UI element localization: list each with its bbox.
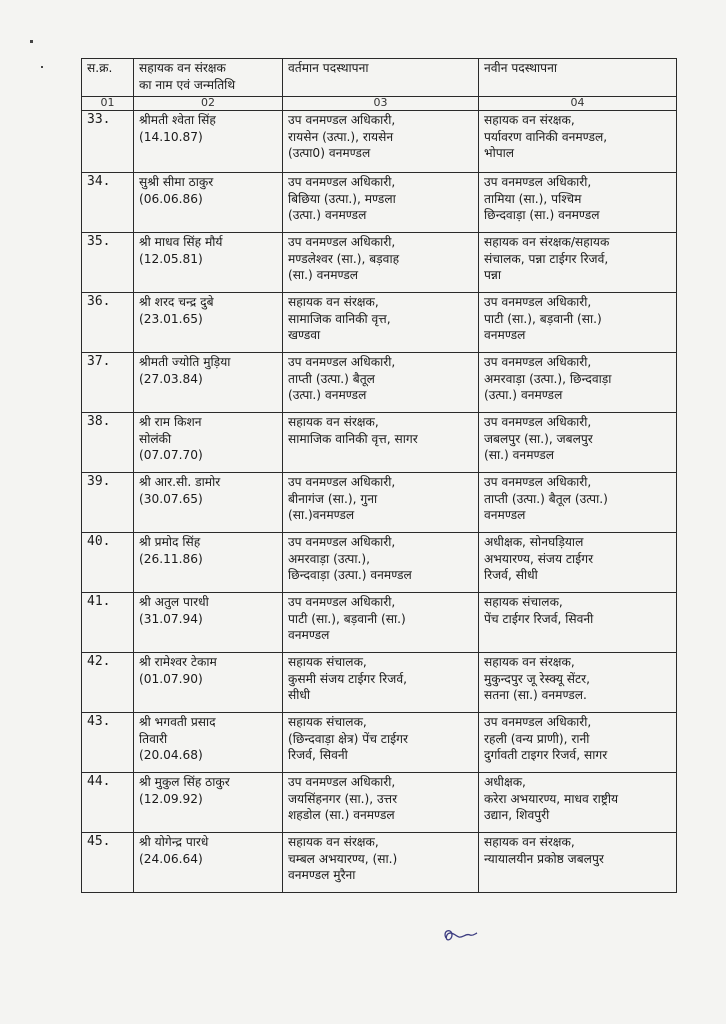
current-posting-line: (छिन्दवाड़ा क्षेत्र) पेंच टाईगर xyxy=(288,731,408,746)
current-posting-line: उप वनमण्डल अधिकारी, xyxy=(288,595,396,609)
new-posting-line: उप वनमण्डल अधिकारी, xyxy=(484,355,592,369)
officer-name-line: श्री शरद चन्द्र दुबे xyxy=(139,295,214,309)
current-posting-cell xyxy=(283,773,479,833)
column-number: 03 xyxy=(283,97,479,111)
officer-name-line: श्री भगवती प्रसाद xyxy=(139,715,216,729)
new-posting-cell xyxy=(479,293,677,353)
new-posting-line: पाटी (सा.), बड़वानी (सा.) xyxy=(484,311,602,326)
current-posting-cell xyxy=(283,473,479,533)
officer-name-line: (06.06.86) xyxy=(139,191,203,206)
new-posting-cell xyxy=(479,413,677,473)
new-posting-line: तामिया (सा.), पश्चिम xyxy=(484,191,582,206)
new-posting-cell xyxy=(479,233,677,293)
new-posting-line: उप वनमण्डल अधिकारी, xyxy=(484,175,592,189)
current-posting-cell xyxy=(283,533,479,593)
new-posting-line: दुर्गावती टाइगर रिजर्व, सागर xyxy=(484,748,608,762)
officer-name-line: (01.07.90) xyxy=(139,671,203,686)
current-posting-line: उप वनमण्डल अधिकारी, xyxy=(288,535,396,549)
new-posting-line: सहायक वन संरक्षक, xyxy=(484,835,575,849)
current-posting-line: वनमण्डल xyxy=(288,628,330,642)
serial-number-cell: 41. xyxy=(82,593,134,653)
header-current-posting: वर्तमान पदस्थापना xyxy=(283,59,479,97)
new-posting-line: भोपाल xyxy=(484,146,515,160)
current-posting-line: उप वनमण्डल अधिकारी, xyxy=(288,355,396,369)
new-posting-line: (सा.) वनमण्डल xyxy=(484,448,555,462)
current-posting-line: अमरवाड़ा (उत्पा.), xyxy=(288,551,371,566)
officer-name-line: श्री मुकुल सिंह ठाकुर xyxy=(139,775,230,789)
serial-number-cell: 39. xyxy=(82,473,134,533)
new-posting-line: उप वनमण्डल अधिकारी, xyxy=(484,415,592,429)
new-posting-line: सहायक वन संरक्षक/सहायक xyxy=(484,235,610,249)
officer-name-line: श्रीमती श्वेता सिंह xyxy=(139,113,216,127)
table-row xyxy=(82,233,677,293)
table-body xyxy=(82,111,677,893)
officer-name-cell xyxy=(134,111,283,173)
new-posting-cell xyxy=(479,653,677,713)
officer-name-line: सुश्री सीमा ठाकुर xyxy=(139,175,214,189)
current-posting-line: ताप्ती (उत्पा.) बैतूल xyxy=(288,371,375,386)
officer-name-line: (30.07.65) xyxy=(139,491,203,506)
new-posting-cell xyxy=(479,593,677,653)
table-row xyxy=(82,593,677,653)
current-posting-line: सीधी xyxy=(288,688,311,702)
current-posting-cell xyxy=(283,833,479,893)
new-posting-line: जबलपुर (सा.), जबलपुर xyxy=(484,431,593,446)
table-row xyxy=(82,173,677,233)
new-posting-cell xyxy=(479,353,677,413)
column-number-row xyxy=(82,97,677,111)
officer-name-line: श्री राम किशन xyxy=(139,415,202,429)
current-posting-cell xyxy=(283,653,479,713)
new-posting-line: पर्यावरण वानिकी वनमण्डल, xyxy=(484,129,608,144)
new-posting-line: सहायक वन संरक्षक, xyxy=(484,113,575,127)
new-posting-line: अधीक्षक, सोनघड़ियाल xyxy=(484,535,584,549)
current-posting-line: (उत्पा.) वनमण्डल xyxy=(288,208,367,222)
table-row xyxy=(82,413,677,473)
current-posting-line: चम्बल अभयारण्य, (सा.) xyxy=(288,851,398,866)
current-posting-line: रायसेन (उत्पा.), रायसेन xyxy=(288,129,394,144)
officer-name-cell xyxy=(134,653,283,713)
new-posting-cell xyxy=(479,533,677,593)
new-posting-line: उप वनमण्डल अधिकारी, xyxy=(484,295,592,309)
table-row xyxy=(82,713,677,773)
column-number: 04 xyxy=(479,97,677,111)
officer-name-line: श्रीमती ज्योति मुड़िया xyxy=(139,355,231,369)
new-posting-line: सहायक संचालक, xyxy=(484,595,563,609)
current-posting-line: सहायक वन संरक्षक, xyxy=(288,835,379,849)
current-posting-line: उप वनमण्डल अधिकारी, xyxy=(288,235,396,249)
new-posting-line: संचालक, पन्ना टाईगर रिजर्व, xyxy=(484,251,609,266)
current-posting-line: छिन्दवाड़ा (उत्पा.) वनमण्डल xyxy=(288,568,412,582)
header-new-posting: नवीन पदस्थापना xyxy=(479,59,677,97)
officer-name-cell xyxy=(134,713,283,773)
officer-name-cell xyxy=(134,533,283,593)
new-posting-line: मुकुन्दपुर जू रेस्क्यू सेंटर, xyxy=(484,671,591,686)
officer-name-line: (20.04.68) xyxy=(139,748,203,762)
current-posting-line: (सा.)वनमण्डल xyxy=(288,508,355,522)
new-posting-cell xyxy=(479,473,677,533)
officer-name-cell xyxy=(134,473,283,533)
table-row xyxy=(82,353,677,413)
new-posting-cell xyxy=(479,773,677,833)
current-posting-line: रिजर्व, सिवनी xyxy=(288,748,348,762)
current-posting-cell xyxy=(283,173,479,233)
serial-number-cell: 45. xyxy=(82,833,134,893)
current-posting-line: जयसिंहनगर (सा.), उत्तर xyxy=(288,791,398,806)
current-posting-line: सहायक वन संरक्षक, xyxy=(288,295,379,309)
new-posting-line: सतना (सा.) वनमण्डल. xyxy=(484,688,587,702)
officer-name-cell xyxy=(134,593,283,653)
current-posting-line: शहडोल (सा.) वनमण्डल xyxy=(288,808,395,822)
new-posting-line: उद्यान, शिवपुरी xyxy=(484,808,550,822)
column-number: 01 xyxy=(82,97,134,111)
officer-name-line: तिवारी xyxy=(139,731,168,746)
new-posting-line: ताप्ती (उत्पा.) बैतूल (उत्पा.) xyxy=(484,491,608,506)
serial-number-cell: 34. xyxy=(82,173,134,233)
current-posting-line: सामाजिक वानिकी वृत्त, सागर xyxy=(288,431,418,446)
table-row xyxy=(82,293,677,353)
officer-name-line: श्री योगेन्द्र पारधे xyxy=(139,835,209,849)
table-row xyxy=(82,833,677,893)
current-posting-line: (उत्पा0) वनमण्डल xyxy=(288,146,371,160)
current-posting-line: कुसमी संजय टाईगर रिजर्व, xyxy=(288,671,407,686)
handwritten-initials xyxy=(440,924,480,946)
new-posting-line: रहली (वन्य प्राणी), रानी xyxy=(484,731,590,746)
new-posting-line: रिजर्व, सीधी xyxy=(484,568,538,582)
new-posting-cell xyxy=(479,111,677,173)
officer-name-cell xyxy=(134,773,283,833)
officer-name-line: (26.11.86) xyxy=(139,551,203,566)
officer-name-cell xyxy=(134,413,283,473)
serial-number-cell: 37. xyxy=(82,353,134,413)
new-posting-line: करेरा अभयारण्य, माधव राष्ट्रीय xyxy=(484,791,619,806)
current-posting-line: उप वनमण्डल अधिकारी, xyxy=(288,113,396,127)
officer-name-cell xyxy=(134,173,283,233)
new-posting-cell xyxy=(479,173,677,233)
serial-number-cell: 35. xyxy=(82,233,134,293)
new-posting-line: उप वनमण्डल अधिकारी, xyxy=(484,715,592,729)
officer-name-line: सोलंकी xyxy=(139,431,172,446)
serial-number-cell: 33. xyxy=(82,111,134,173)
current-posting-cell xyxy=(283,713,479,773)
current-posting-cell xyxy=(283,593,479,653)
current-posting-line: सहायक संचालक, xyxy=(288,655,367,669)
current-posting-line: पाटी (सा.), बड़वानी (सा.) xyxy=(288,611,406,626)
new-posting-line: पेंच टाईगर रिजर्व, सिवनी xyxy=(484,611,594,626)
officer-name-line: श्री प्रमोद सिंह xyxy=(139,535,201,549)
officer-name-line: (31.07.94) xyxy=(139,611,203,626)
current-posting-line: वनमण्डल मुरैना xyxy=(288,868,356,882)
current-posting-line: उप वनमण्डल अधिकारी, xyxy=(288,475,396,489)
new-posting-line: पन्ना xyxy=(484,268,502,282)
current-posting-cell xyxy=(283,353,479,413)
new-posting-line: उप वनमण्डल अधिकारी, xyxy=(484,475,592,489)
table-row xyxy=(82,773,677,833)
officer-name-line: (12.09.92) xyxy=(139,791,203,806)
new-posting-cell xyxy=(479,833,677,893)
new-posting-line: अमरवाड़ा (उत्पा.), छिन्दवाड़ा xyxy=(484,371,612,386)
serial-number-cell: 40. xyxy=(82,533,134,593)
current-posting-line: सामाजिक वानिकी वृत्त, xyxy=(288,311,391,326)
officer-name-line: श्री रामेश्वर टेकाम xyxy=(139,655,217,669)
table-row xyxy=(82,533,677,593)
new-posting-line: सहायक वन संरक्षक, xyxy=(484,655,575,669)
table-header-row xyxy=(82,59,677,97)
new-posting-line: अधीक्षक, xyxy=(484,775,526,789)
transfer-posting-table xyxy=(81,58,677,893)
officer-name-line: (14.10.87) xyxy=(139,129,203,144)
new-posting-cell xyxy=(479,713,677,773)
table-row xyxy=(82,111,677,173)
table-row xyxy=(82,473,677,533)
serial-number-cell: 44. xyxy=(82,773,134,833)
current-posting-line: (सा.) वनमण्डल xyxy=(288,268,359,282)
serial-number-cell: 43. xyxy=(82,713,134,773)
current-posting-line: सहायक संचालक, xyxy=(288,715,367,729)
new-posting-line: अभयारण्य, संजय टाईगर xyxy=(484,551,594,566)
current-posting-line: (उत्पा.) वनमण्डल xyxy=(288,388,367,402)
column-number: 02 xyxy=(134,97,283,111)
new-posting-line: वनमण्डल xyxy=(484,328,526,342)
current-posting-cell xyxy=(283,233,479,293)
new-posting-line: (उत्पा.) वनमण्डल xyxy=(484,388,563,402)
serial-number-cell: 42. xyxy=(82,653,134,713)
officer-name-line: (23.01.65) xyxy=(139,311,203,326)
officer-name-line: (27.03.84) xyxy=(139,371,203,386)
current-posting-line: बीनागंज (सा.), गुना xyxy=(288,491,378,506)
scan-speck xyxy=(30,40,33,43)
current-posting-line: सहायक वन संरक्षक, xyxy=(288,415,379,429)
officer-name-cell xyxy=(134,293,283,353)
officer-name-line: (24.06.64) xyxy=(139,851,203,866)
current-posting-line: उप वनमण्डल अधिकारी, xyxy=(288,775,396,789)
new-posting-line: छिन्दवाड़ा (सा.) वनमण्डल xyxy=(484,208,600,222)
current-posting-line: मण्डलेश्वर (सा.), बड़वाह xyxy=(288,251,400,266)
officer-name-line: (12.05.81) xyxy=(139,251,203,266)
officer-name-line: श्री अतुल पारधी xyxy=(139,595,209,609)
officer-name-cell xyxy=(134,833,283,893)
serial-number-cell: 36. xyxy=(82,293,134,353)
current-posting-line: खण्डवा xyxy=(288,328,321,342)
table-row xyxy=(82,653,677,713)
current-posting-cell xyxy=(283,413,479,473)
current-posting-cell xyxy=(283,293,479,353)
header-serial-number: स.क्र. xyxy=(82,59,134,97)
officer-name-cell xyxy=(134,233,283,293)
new-posting-line: न्यायालयीन प्रकोष्ठ जबलपुर xyxy=(484,851,604,866)
current-posting-line: बिछिया (उत्पा.), मण्डला xyxy=(288,191,396,206)
officer-name-cell xyxy=(134,353,283,413)
scan-speck xyxy=(41,66,43,68)
current-posting-line: उप वनमण्डल अधिकारी, xyxy=(288,175,396,189)
serial-number-cell: 38. xyxy=(82,413,134,473)
new-posting-line: वनमण्डल xyxy=(484,508,526,522)
current-posting-cell xyxy=(283,111,479,173)
officer-name-line: श्री आर.सी. डामोर xyxy=(139,475,221,489)
officer-name-line: श्री माधव सिंह मौर्य xyxy=(139,235,223,249)
officer-name-line: (07.07.70) xyxy=(139,448,203,462)
header-name-and-dob: सहायक वन संरक्षक का नाम एवं जन्मतिथि xyxy=(134,59,283,97)
